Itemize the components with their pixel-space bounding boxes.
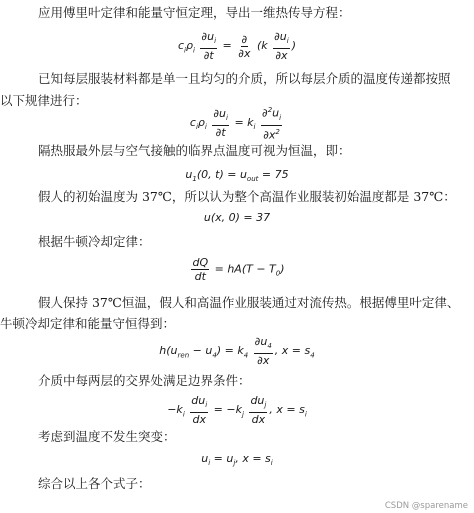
- csdn-watermark: CSDN @sparename: [384, 501, 468, 511]
- paragraph-initial-temperature: 假人的初始温度为 37℃，所以认为整个高温作业服装初始温度都是 37℃：: [38, 189, 456, 204]
- paragraph-dummy-constant-line2: 牛顿冷却定律和能量守恒得到：: [0, 316, 176, 331]
- paragraph-uniform-medium-line2: 以下规律进行：: [0, 93, 88, 108]
- paragraph-summary: 综合以上各个式子：: [38, 476, 151, 491]
- equation-newton-cooling: $\frac{dQ}{dt}$ = $hA(T - T_0)$: [192, 256, 285, 283]
- paragraph-newton-cooling: 根据牛顿冷却定律：: [38, 234, 151, 249]
- paragraph-outer-layer-constant: 隔热服最外层与空气接触的临界点温度可视为恒温，即：: [38, 143, 351, 158]
- equation-outer-value: = 75: [261, 168, 289, 181]
- equation-layer-heat: $c_i\rho_i$ $\frac{\partial u_i}{\partial t}$ = $k_i$ $\frac{\partial^2u_i}{\partial x^2}$: [189, 106, 282, 142]
- paragraph-continuity: 考虑到温度不发生突变：: [38, 429, 176, 444]
- paragraph-interface-condition: 介质中每两层的交界处满足边界条件：: [38, 373, 251, 388]
- equation-heat-conduction: $c_i\rho_i$ $\frac{\partial u_i}{\partial t}$ = $\frac{\partial}{\partial x}$ (k $\frac{\partial u_i}{\partial x}$ ): [177, 30, 297, 63]
- paragraph-heat-equation-intro: 应用傅里叶定律和能量守恒定理，导出一维热传导方程：: [38, 5, 351, 20]
- equation-continuity: $u_i = u_j$, $x = s_i$: [201, 452, 273, 468]
- paragraph-dummy-constant-line1: 假人保持 37℃恒温，假人和高温作业服装通过对流传热。根据傅里叶定律、: [38, 295, 460, 310]
- equation-interface-flux: $-k_i$ $\frac{du_i}{dx}$ = $-k_j$ $\frac{du_j}{dx}$ , $x = s_i$: [167, 394, 307, 427]
- equation-inner-boundary: $h(u_{ren} - u_4) = k_4$ $\frac{\partial u_4}{\partial x}$ , $x = s_4$: [159, 335, 315, 368]
- paragraph-uniform-medium-line1: 已知每层服装材料都是单一且均匀的介质，所以每层介质的温度传递都按照: [38, 71, 451, 86]
- equation-outer-boundary: $u_1(0$, $t) = u_{out} = 75$: [185, 168, 289, 184]
- equation-initial-condition: u(x, 0) = 37: [203, 211, 271, 224]
